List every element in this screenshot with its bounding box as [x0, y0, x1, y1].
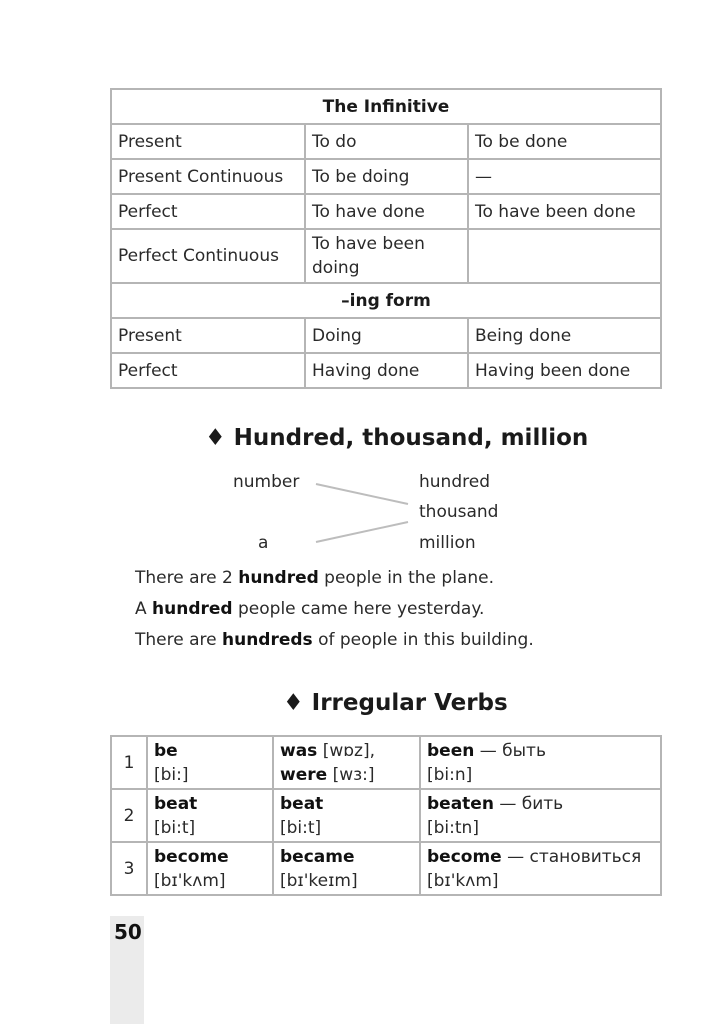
- participle-cell: been — быть [bi:n]: [420, 736, 661, 789]
- diagram-right-thousand: thousand: [419, 502, 499, 522]
- page-number: 50: [114, 920, 142, 944]
- row-number: 1: [111, 736, 147, 789]
- cell: To have done: [305, 194, 468, 229]
- example-sentence: There are 2 hundred people in the plane.: [135, 568, 494, 588]
- heading-text: Irregular Verbs: [311, 690, 508, 716]
- cell: Present: [111, 318, 305, 353]
- past-form-cell: beat [bi:t]: [273, 789, 420, 842]
- irregular-verbs-table: [110, 735, 662, 896]
- cell: To do: [305, 124, 468, 159]
- cell: Perfect: [111, 353, 305, 388]
- connector-line: [316, 484, 408, 504]
- section-heading-irregular-verbs: [283, 690, 508, 716]
- connector-line: [316, 522, 408, 542]
- cell: Having done: [305, 353, 468, 388]
- base-form-cell: be [bi:]: [147, 736, 273, 789]
- cell: Present: [111, 124, 305, 159]
- table-row: [111, 789, 661, 842]
- cell: Having been done: [468, 353, 661, 388]
- base-form-cell: beat [bi:t]: [147, 789, 273, 842]
- table-title: The Infinitive: [111, 89, 661, 124]
- participle-cell: become — становиться [bɪ'kʌm]: [420, 842, 661, 895]
- cell: Perfect: [111, 194, 305, 229]
- heading-text: Hundred, thousand, million: [233, 425, 589, 451]
- past-form-cell: became [bɪ'keɪm]: [273, 842, 420, 895]
- past-form-cell: was [wɒz], were [wɜ:]: [273, 736, 420, 789]
- example-sentence: A hundred people came here yesterday.: [135, 599, 485, 619]
- ing-form-title: –ing form: [111, 283, 661, 318]
- diagram-left-a: a: [258, 533, 269, 553]
- row-number: 3: [111, 842, 147, 895]
- diamond-bullet-icon: ♦: [283, 690, 304, 716]
- example-sentence: There are hundreds of people in this building.: [135, 630, 534, 650]
- diagram-right-million: million: [419, 533, 476, 553]
- row-number: 2: [111, 789, 147, 842]
- cell: Present Continuous: [111, 159, 305, 194]
- diamond-bullet-icon: ♦: [205, 425, 226, 451]
- diagram-left-number: number: [233, 472, 300, 492]
- participle-cell: beaten — бить [bi:tn]: [420, 789, 661, 842]
- cell: —: [468, 159, 661, 194]
- cell: Doing: [305, 318, 468, 353]
- cell: To be doing: [305, 159, 468, 194]
- cell: Being done: [468, 318, 661, 353]
- cell: Perfect Continuous: [111, 229, 305, 283]
- base-form-cell: become [bɪ'kʌm]: [147, 842, 273, 895]
- table-row: [111, 842, 661, 895]
- cell: To have been doing: [305, 229, 468, 283]
- cell: To have been done: [468, 194, 661, 229]
- diagram-right-hundred: hundred: [419, 472, 490, 492]
- table-row: [111, 736, 661, 789]
- cell: To be done: [468, 124, 661, 159]
